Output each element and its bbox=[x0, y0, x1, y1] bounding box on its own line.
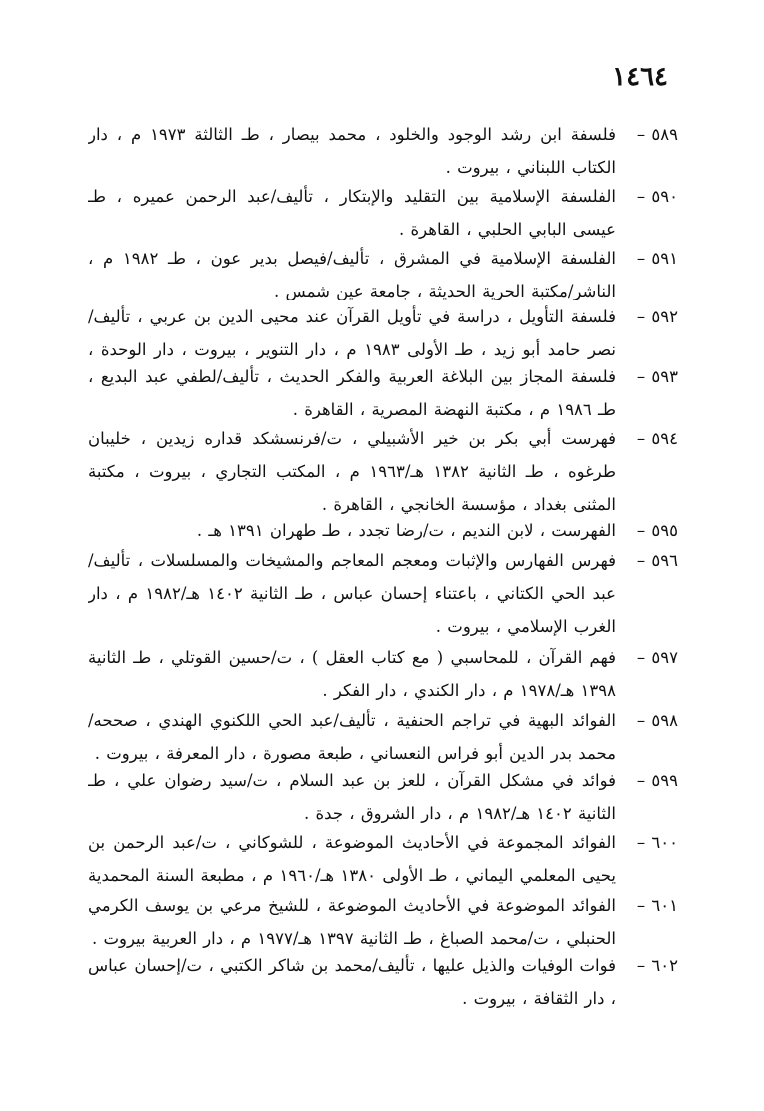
bibliography-entry bbox=[88, 704, 678, 764]
entry-text: فهرس الفهارس والإثبات ومعجم المعاجم والمشيخات والمسلسلات ، تأليف/عبد الحي الكتاني ، باعتناء إحسان عباس ، طـ الثانية ١٤٠٢ هـ/١٩٨٢ م ، دار الغرب الإسلامي ، بيروت . bbox=[88, 551, 616, 636]
bibliography-entry bbox=[88, 641, 678, 704]
entry-number: ٥٩٨ – bbox=[636, 711, 678, 730]
entry-number: ٦٠٠ – bbox=[636, 833, 678, 852]
entry-number: ٥٨٩ – bbox=[636, 125, 678, 144]
bibliography-entry bbox=[88, 422, 678, 514]
entry-text: الفوائد الموضوعة في الأحاديث الموضوعة ، للشيخ مرعي بن يوسف الكرمي الحنبلي ، ت/محمد الصباغ ، طـ الثانية ١٣٩٧ هـ/١٩٧٧ م ، دار العربية بيروت . bbox=[88, 896, 616, 948]
bibliography-entry bbox=[88, 544, 678, 641]
bibliography-entry bbox=[88, 180, 678, 242]
entry-number: ٦٠١ – bbox=[636, 896, 678, 915]
entry-number: ٥٩٢ – bbox=[636, 307, 678, 326]
bibliography-entry bbox=[88, 360, 678, 422]
entry-text: الفوائد المجموعة في الأحاديث الموضوعة ، للشوكاني ، ت/عبد الرحمن بن يحيى المعلمي اليماني ، طـ الأولى ١٣٨٠ هـ/١٩٦٠ م ، مطبعة السنة المحمدية bbox=[88, 833, 616, 885]
entry-number: ٥٩٤ – bbox=[636, 429, 678, 448]
entry-number: ٥٩٩ – bbox=[636, 771, 678, 790]
page-number: ١٤٦٤ bbox=[612, 62, 668, 92]
entry-number: ٥٩٣ – bbox=[636, 367, 678, 386]
entry-number: ٥٩١ – bbox=[636, 249, 678, 268]
entry-text: فلسفة ابن رشد الوجود والخلود ، محمد بيصار ، طـ الثالثة ١٩٧٣ م ، دار الكتاب اللبناني ، بيروت . bbox=[88, 125, 616, 177]
entry-number: ٥٩٥ – bbox=[636, 521, 678, 540]
entry-number: ٥٩٧ – bbox=[636, 648, 678, 667]
bibliography-entry bbox=[88, 242, 678, 300]
entry-text: الفلسفة الإسلامية في المشرق ، تأليف/فيصل بدير عون ، طـ ١٩٨٢ م ، الناشر/مكتبة الحرية الحديثة ، جامعة عين شمس . bbox=[88, 249, 617, 300]
entry-text: الفوائد البهية في تراجم الحنفية ، تأليف/عبد الحي اللكنوي الهندي ، صححه/محمد بدر الدين أبو فراس النعساني ، طبعة مصورة ، دار المعرفة ، بيروت . bbox=[88, 711, 616, 763]
entry-text: الفهرست ، لابن النديم ، ت/رضا تجدد ، طـ طهران ١٣٩١ هـ . bbox=[196, 521, 616, 540]
entry-number: ٥٩٦ – bbox=[636, 551, 678, 570]
entry-text: فلسفة المجاز بين البلاغة العربية والفكر الحديث ، تأليف/لطفي عبد البديع ، طـ ١٩٨٦ م ، مكتبة النهضة المصرية ، القاهرة . bbox=[88, 367, 616, 419]
entry-text: فهم القرآن ، للمحاسبي ( مع كتاب العقل ) ، ت/حسين القوتلي ، طـ الثانية ١٣٩٨ هـ/١٩٧٨ م ، دار الكندي ، دار الفكر . bbox=[88, 648, 616, 700]
bibliography-list bbox=[88, 118, 678, 1011]
entry-text: فوات الوفيات والذيل عليها ، تأليف/محمد بن شاكر الكتبي ، ت/إحسان عباس ، دار الثقافة ، بيروت . bbox=[88, 956, 616, 1008]
bibliography-entry bbox=[88, 118, 678, 180]
bibliography-entry bbox=[88, 514, 678, 544]
entry-text: فوائد في مشكل القرآن ، للعز بن عبد السلام ، ت/سيد رضوان علي ، طـ الثانية ١٤٠٢ هـ/١٩٨٢ م ، دار الشروق ، جدة . bbox=[88, 771, 616, 823]
bibliography-entry bbox=[88, 889, 678, 949]
entry-number: ٥٩٠ – bbox=[636, 187, 678, 206]
bibliography-entry bbox=[88, 300, 678, 360]
entry-text: الفلسفة الإسلامية بين التقليد والإبتكار ، تأليف/عبد الرحمن عميره ، طـ عيسى البابي الحلبي ، القاهرة . bbox=[88, 187, 616, 239]
entry-text: فهرست أبي بكر بن خير الأشبيلي ، ت/فرنسشكد قداره زيدين ، خليبان طرغوه ، طـ الثانية ١٣٨٢ هـ/١٩٦٣ م ، المكتب التجاري ، بيروت ، مكتبة المثنى بغداد ، مؤسسة الخانجي ، القاهرة . bbox=[88, 429, 617, 514]
entry-text: فلسفة التأويل ، دراسة في تأويل القرآن عند محيى الدين بن عربي ، تأليف/نصر حامد أبو زيد ، طـ الأولى ١٩٨٣ م ، دار التنوير ، بيروت ، دار الوحدة ، bbox=[88, 307, 617, 359]
bibliography-entry bbox=[88, 764, 678, 826]
bibliography-entry bbox=[88, 949, 678, 1011]
entry-number: ٦٠٢ – bbox=[636, 956, 678, 975]
bibliography-entry bbox=[88, 826, 678, 889]
